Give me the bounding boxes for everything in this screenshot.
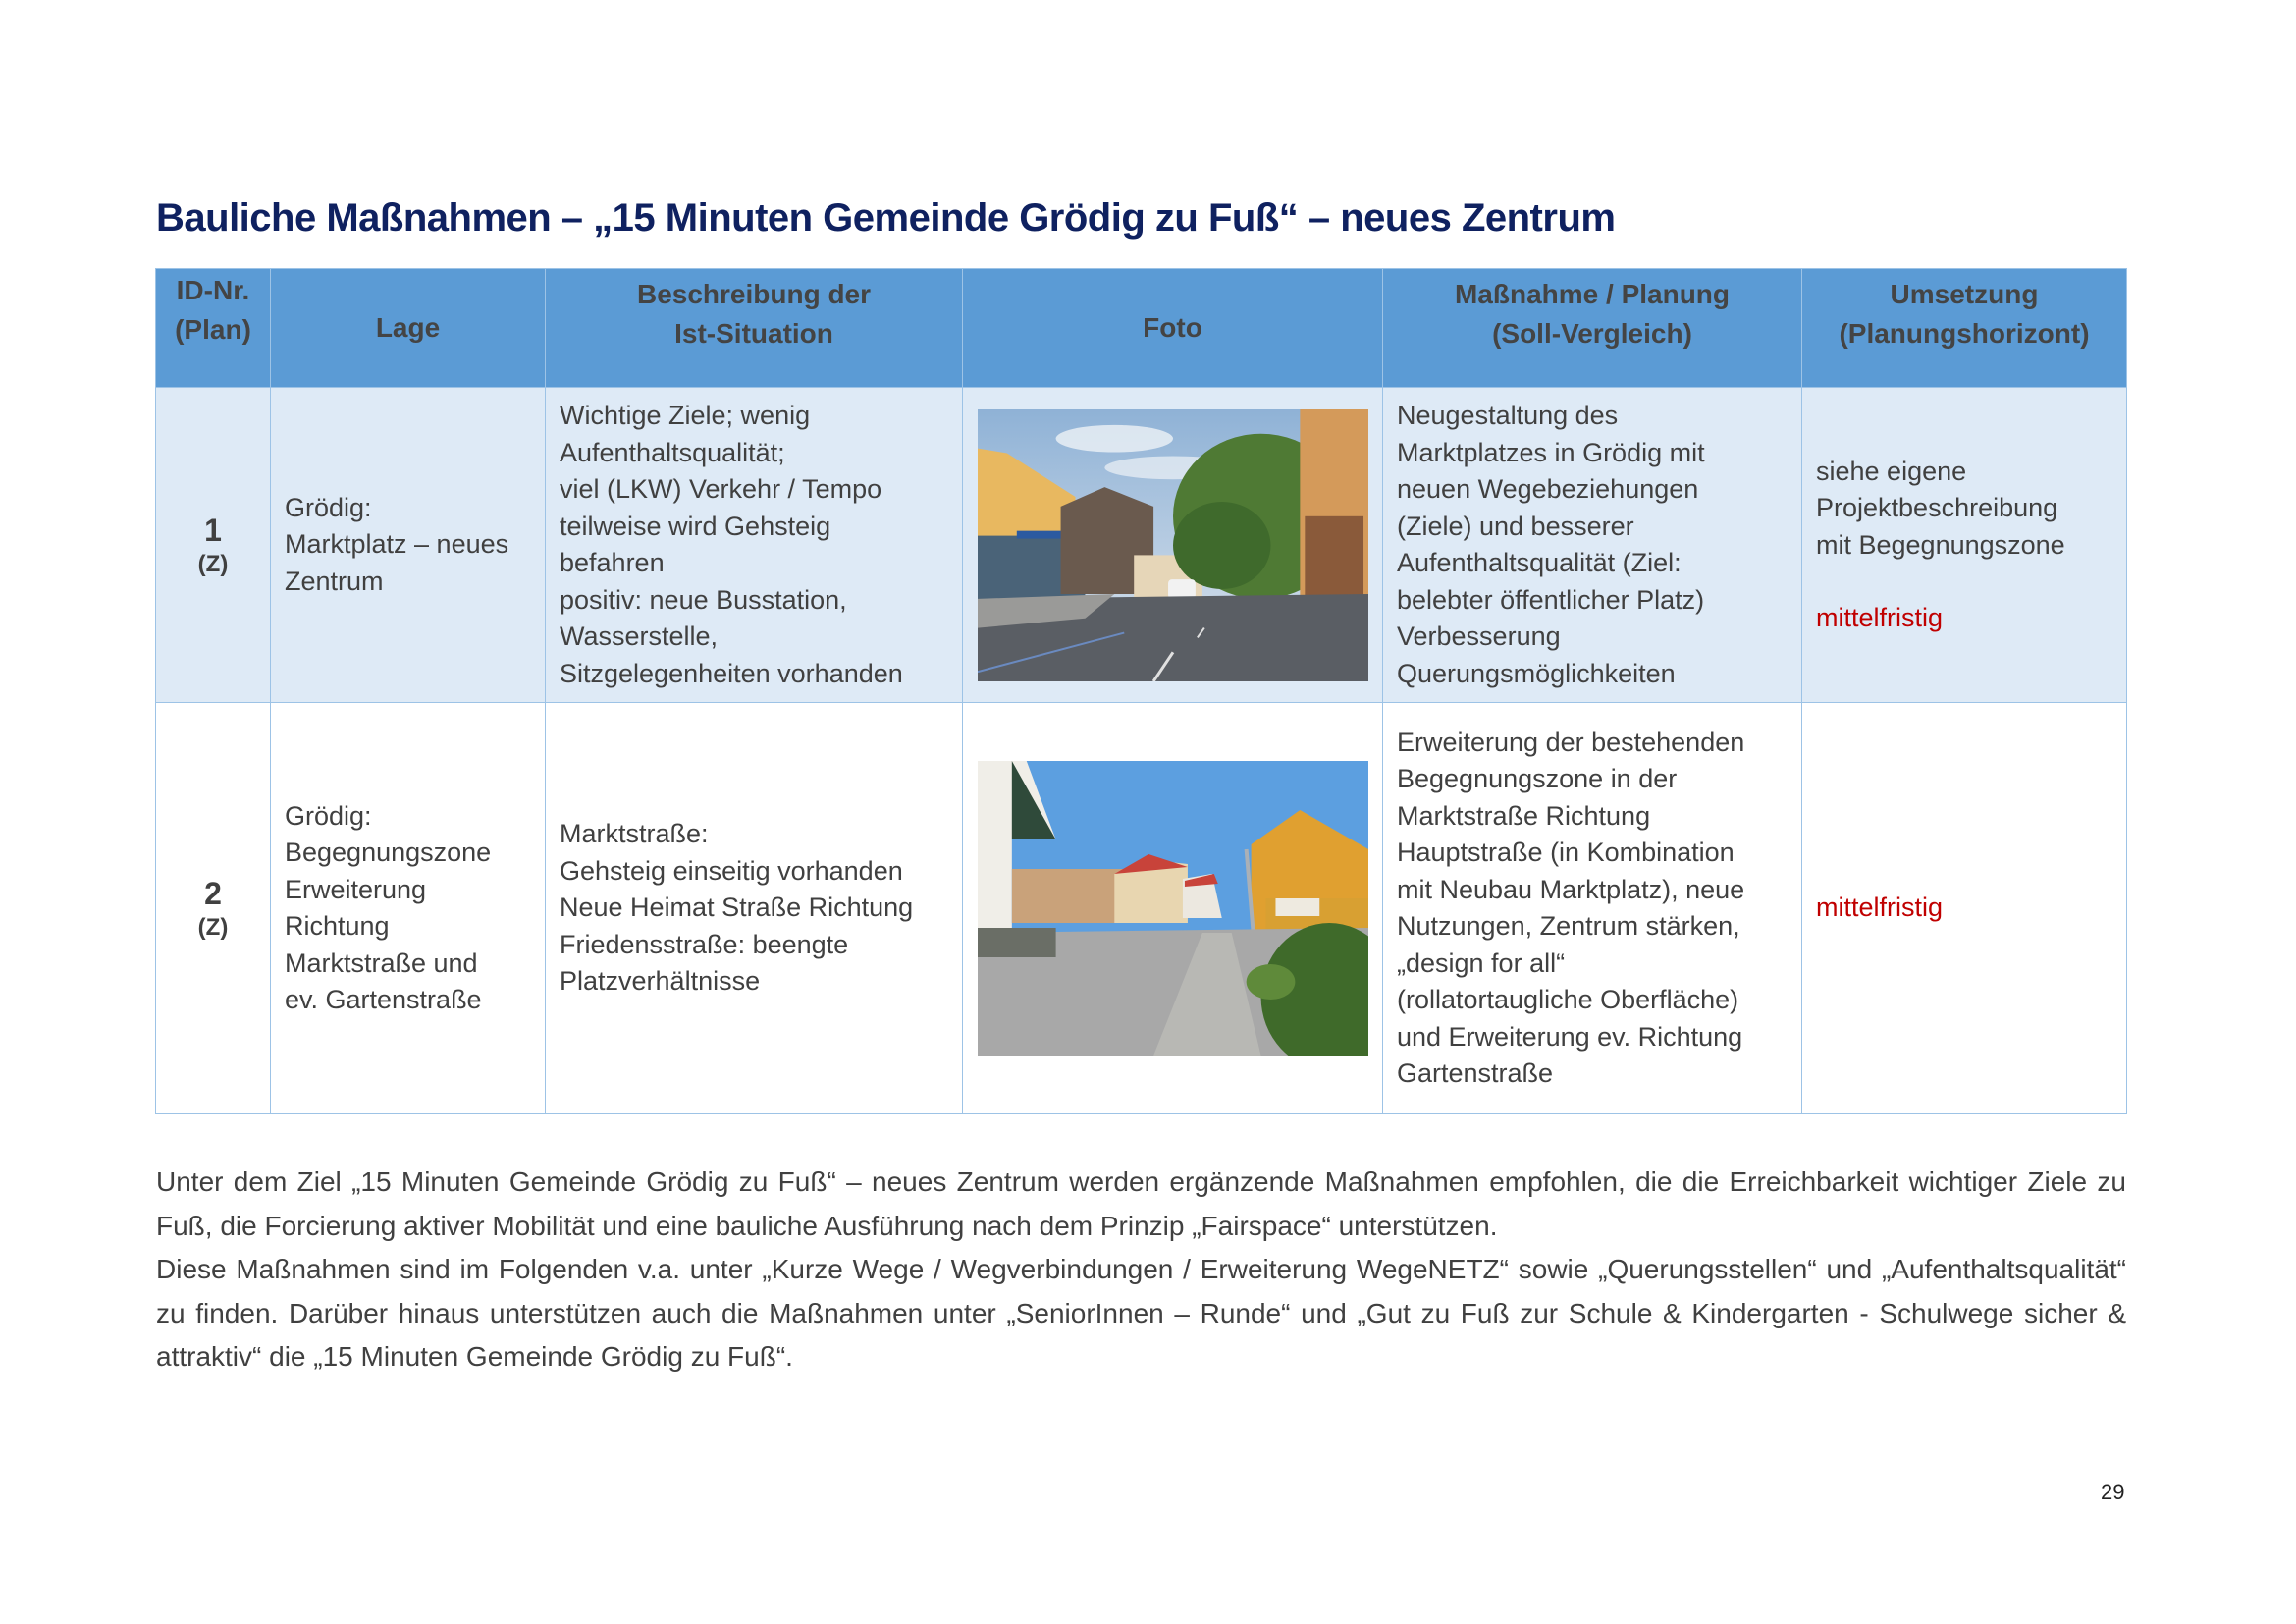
page-title: Bauliche Maßnahmen – „15 Minuten Gemeinde Grödig zu Fuß“ – neues Zentrum (156, 196, 1616, 240)
id-cell (156, 703, 271, 1114)
measures-table (155, 268, 2127, 1114)
table-header-row (156, 269, 2127, 388)
header-ist-situation: Beschreibung der Ist-Situation (546, 269, 963, 388)
header-lage: Lage (271, 269, 546, 388)
id-number: 2 (204, 876, 222, 911)
id-cell (156, 388, 271, 703)
ist-situation-cell: Wichtige Ziele; wenig Aufenthaltsqualität; viel (LKW) Verkehr / Tempo teilweise wird Gehsteig befahren positiv: neue Busstation, Wasserstelle, Sitzgelegenheiten vorhanden (546, 388, 963, 703)
street-photo-marktstrasse (978, 761, 1368, 1056)
header-foto: Foto (963, 269, 1383, 388)
lage-cell: Grödig: Begegnungszone Erweiterung Richtung Marktstraße und ev. Gartenstraße (271, 703, 546, 1114)
umsetzung-cell (1802, 703, 2127, 1114)
header-massnahme: Maßnahme / Planung (Soll-Vergleich) (1383, 269, 1802, 388)
planning-horizon: mittelfristig (1816, 893, 1944, 923)
photo-cell (963, 703, 1383, 1114)
umsetzung-cell (1802, 388, 2127, 703)
id-number: 1 (204, 513, 222, 548)
id-category: (Z) (197, 914, 229, 941)
lage-cell: Grödig: Marktplatz – neues Zentrum (271, 388, 546, 703)
massnahme-cell: Erweiterung der bestehenden Begegnungszone in der Marktstraße Richtung Hauptstraße (in Kombination mit Neubau Marktplatz), neue Nutzungen, Zentrum stärken, „design for all“ (rollatortaugliche Oberfläche) und Erweiterung ev. Richtung Gartenstraße (1383, 703, 1802, 1114)
table-row (156, 388, 2127, 703)
ist-situation-cell: Marktstraße: Gehsteig einseitig vorhanden Neue Heimat Straße Richtung Friedensstraße: beengte Platzverhältnisse (546, 703, 963, 1114)
header-umsetzung: Umsetzung (Planungshorizont) (1802, 269, 2127, 388)
planning-horizon: mittelfristig (1816, 603, 1944, 632)
header-id: ID-Nr. (Plan) (156, 269, 271, 388)
photo-cell (963, 388, 1383, 703)
photo-image (978, 409, 1368, 681)
page-number: 29 (2101, 1480, 2125, 1504)
umsetzung-note: siehe eigene Projektbeschreibung mit Begegnungszone (1816, 456, 2065, 560)
street-photo-marktplatz (978, 409, 1368, 681)
table-row (156, 703, 2127, 1114)
massnahme-cell: Neugestaltung des Marktplatzes in Grödig mit neuen Wegebeziehungen (Ziele) und besserer Aufenthaltsqualität (Ziel: belebter öffentlicher Platz) Verbesserung Querungsmöglichkeiten (1383, 388, 1802, 703)
photo-image (978, 761, 1368, 1056)
body-text (156, 1161, 2126, 1380)
paragraph: Unter dem Ziel „15 Minuten Gemeinde Grödig zu Fuß“ – neues Zentrum werden ergänzende Maßnahmen empfohlen, die die Erreichbarkeit wichtiger Ziele zu Fuß, die Forcierung aktiver Mobilität und eine bauliche Ausführung nach dem Prinzip „Fairspace“ unterstützen. (156, 1166, 2126, 1241)
paragraph: Diese Maßnahmen sind im Folgenden v.a. unter „Kurze Wege / Wegverbindungen / Erweiterung WegeNETZ“ sowie „Querungsstellen“ und „Aufenthaltsqualität“ zu finden. Darüber hinaus unterstützen auch die Maßnahmen unter „SeniorInnen – Runde“ und „Gut zu Fuß zur Schule & Kindergarten - Schulwege sicher & attraktiv“ die „15 Minuten Gemeinde Grödig zu Fuß“. (156, 1254, 2126, 1372)
id-category: (Z) (197, 551, 229, 577)
